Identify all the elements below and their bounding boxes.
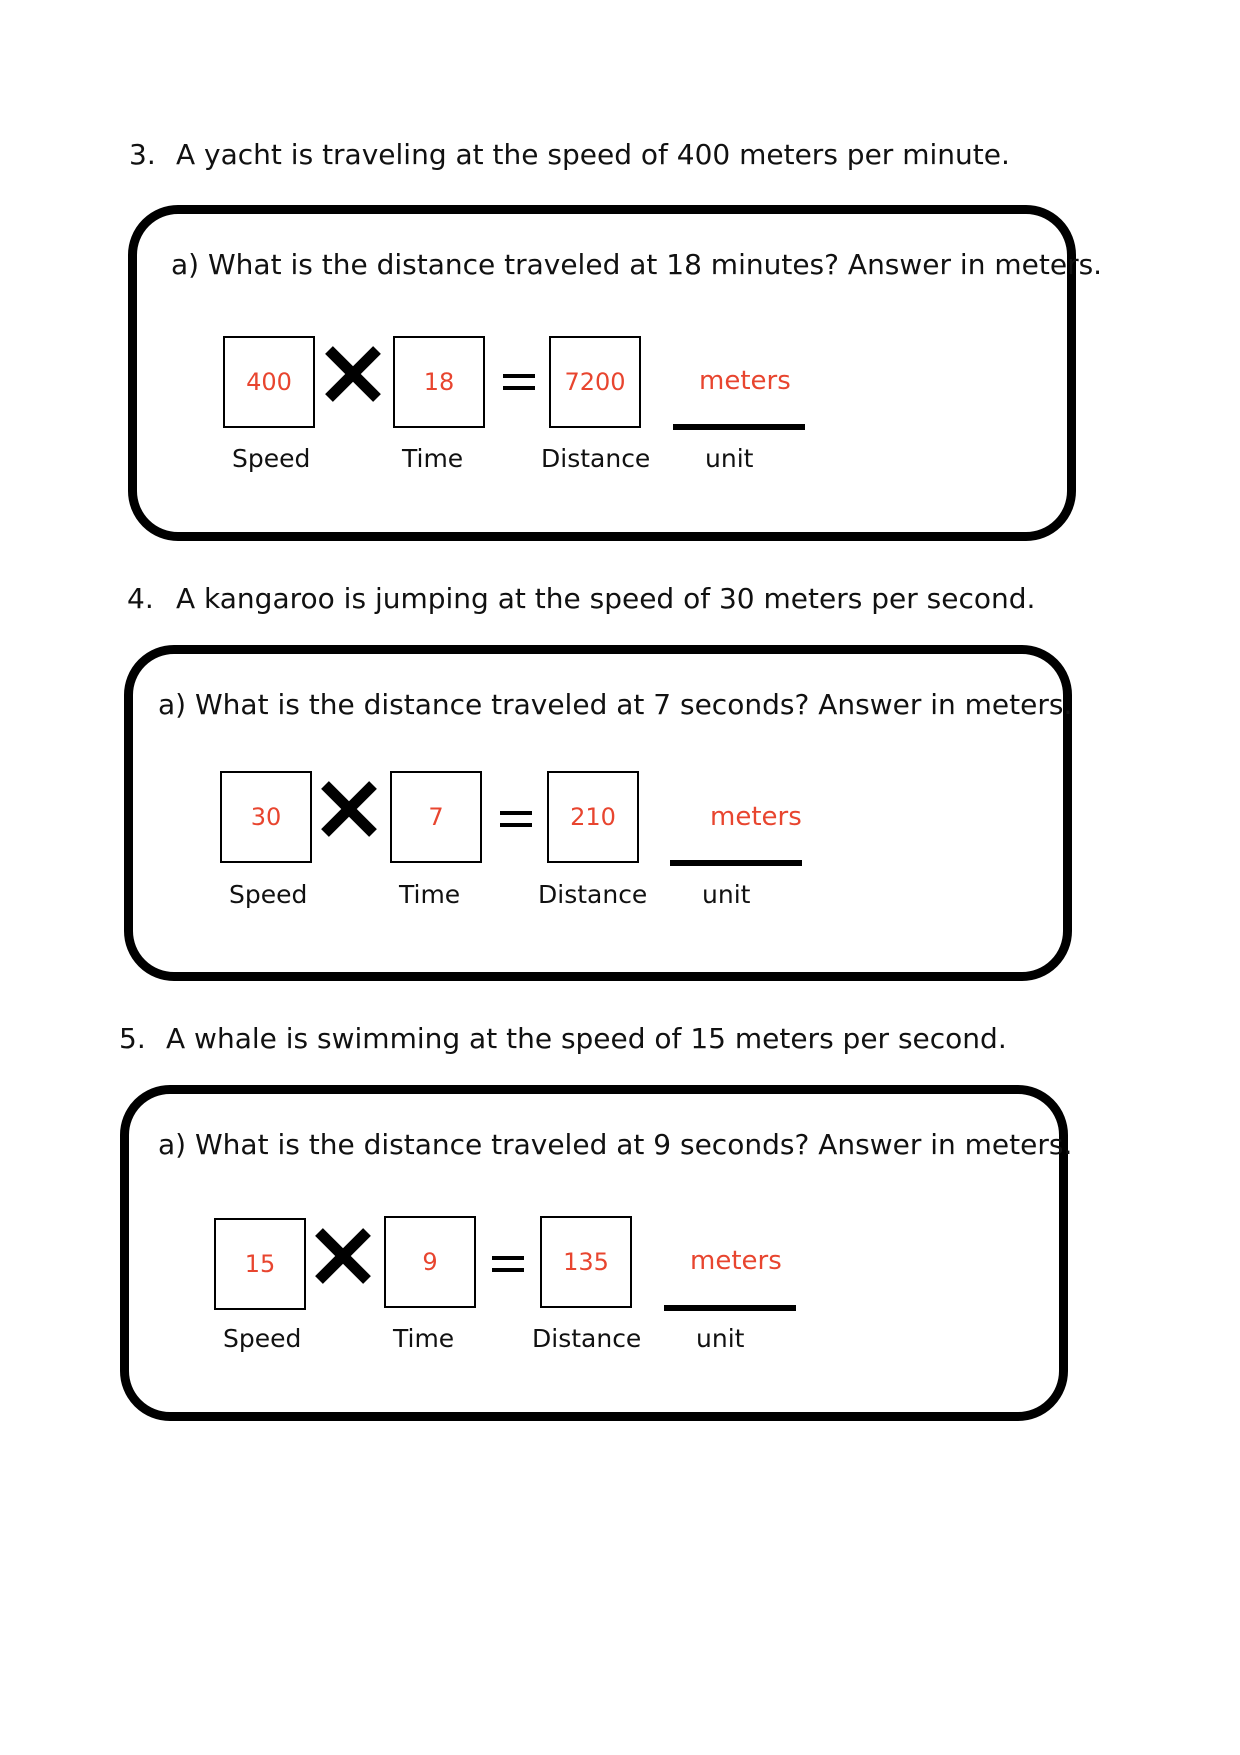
time-label: Time	[393, 1324, 455, 1353]
speed-label: Speed	[229, 880, 308, 909]
speed-answer-box[interactable]: 400	[223, 336, 315, 428]
question-text: a) What is the distance traveled at 9 seconds? Answer in meters.	[158, 1128, 1073, 1161]
problem-statement: A kangaroo is jumping at the speed of 30 meters per second.	[176, 582, 1036, 615]
problem-statement: A yacht is traveling at the speed of 400 meters per minute.	[176, 138, 1010, 171]
time-label: Time	[399, 880, 461, 909]
problem-number: 3.	[129, 138, 156, 171]
multiply-icon	[319, 779, 379, 839]
speed-answer-box[interactable]: 30	[220, 771, 312, 863]
problem-statement: A whale is swimming at the speed of 15 meters per second.	[166, 1022, 1007, 1055]
time-label: Time	[402, 444, 464, 473]
problem-number: 5.	[119, 1022, 146, 1055]
distance-answer-box[interactable]: 135	[540, 1216, 632, 1308]
distance-answer-box[interactable]: 210	[547, 771, 639, 863]
question-card	[124, 645, 1072, 981]
time-answer-box[interactable]: 18	[393, 336, 485, 428]
unit-answer-line	[664, 1305, 796, 1311]
speed-label: Speed	[232, 444, 311, 473]
distance-answer-box[interactable]: 7200	[549, 336, 641, 428]
distance-label: Distance	[541, 444, 651, 473]
equals-icon	[500, 811, 532, 831]
unit-label: unit	[696, 1324, 745, 1353]
unit-answer[interactable]: meters	[690, 1246, 782, 1276]
speed-label: Speed	[223, 1324, 302, 1353]
unit-label: unit	[702, 880, 751, 909]
equals-icon	[492, 1256, 524, 1276]
time-answer-box[interactable]: 9	[384, 1216, 476, 1308]
unit-answer-line	[670, 860, 802, 866]
unit-label: unit	[705, 444, 754, 473]
unit-answer[interactable]: meters	[710, 802, 802, 832]
question-text: a) What is the distance traveled at 18 minutes? Answer in meters.	[171, 248, 1103, 281]
distance-label: Distance	[538, 880, 648, 909]
distance-label: Distance	[532, 1324, 642, 1353]
speed-answer-box[interactable]: 15	[214, 1218, 306, 1310]
problem-number: 4.	[127, 582, 154, 615]
unit-answer[interactable]: meters	[699, 366, 791, 396]
time-answer-box[interactable]: 7	[390, 771, 482, 863]
question-text: a) What is the distance traveled at 7 seconds? Answer in meters.	[158, 688, 1073, 721]
multiply-icon	[313, 1226, 373, 1286]
question-card	[120, 1085, 1073, 1421]
